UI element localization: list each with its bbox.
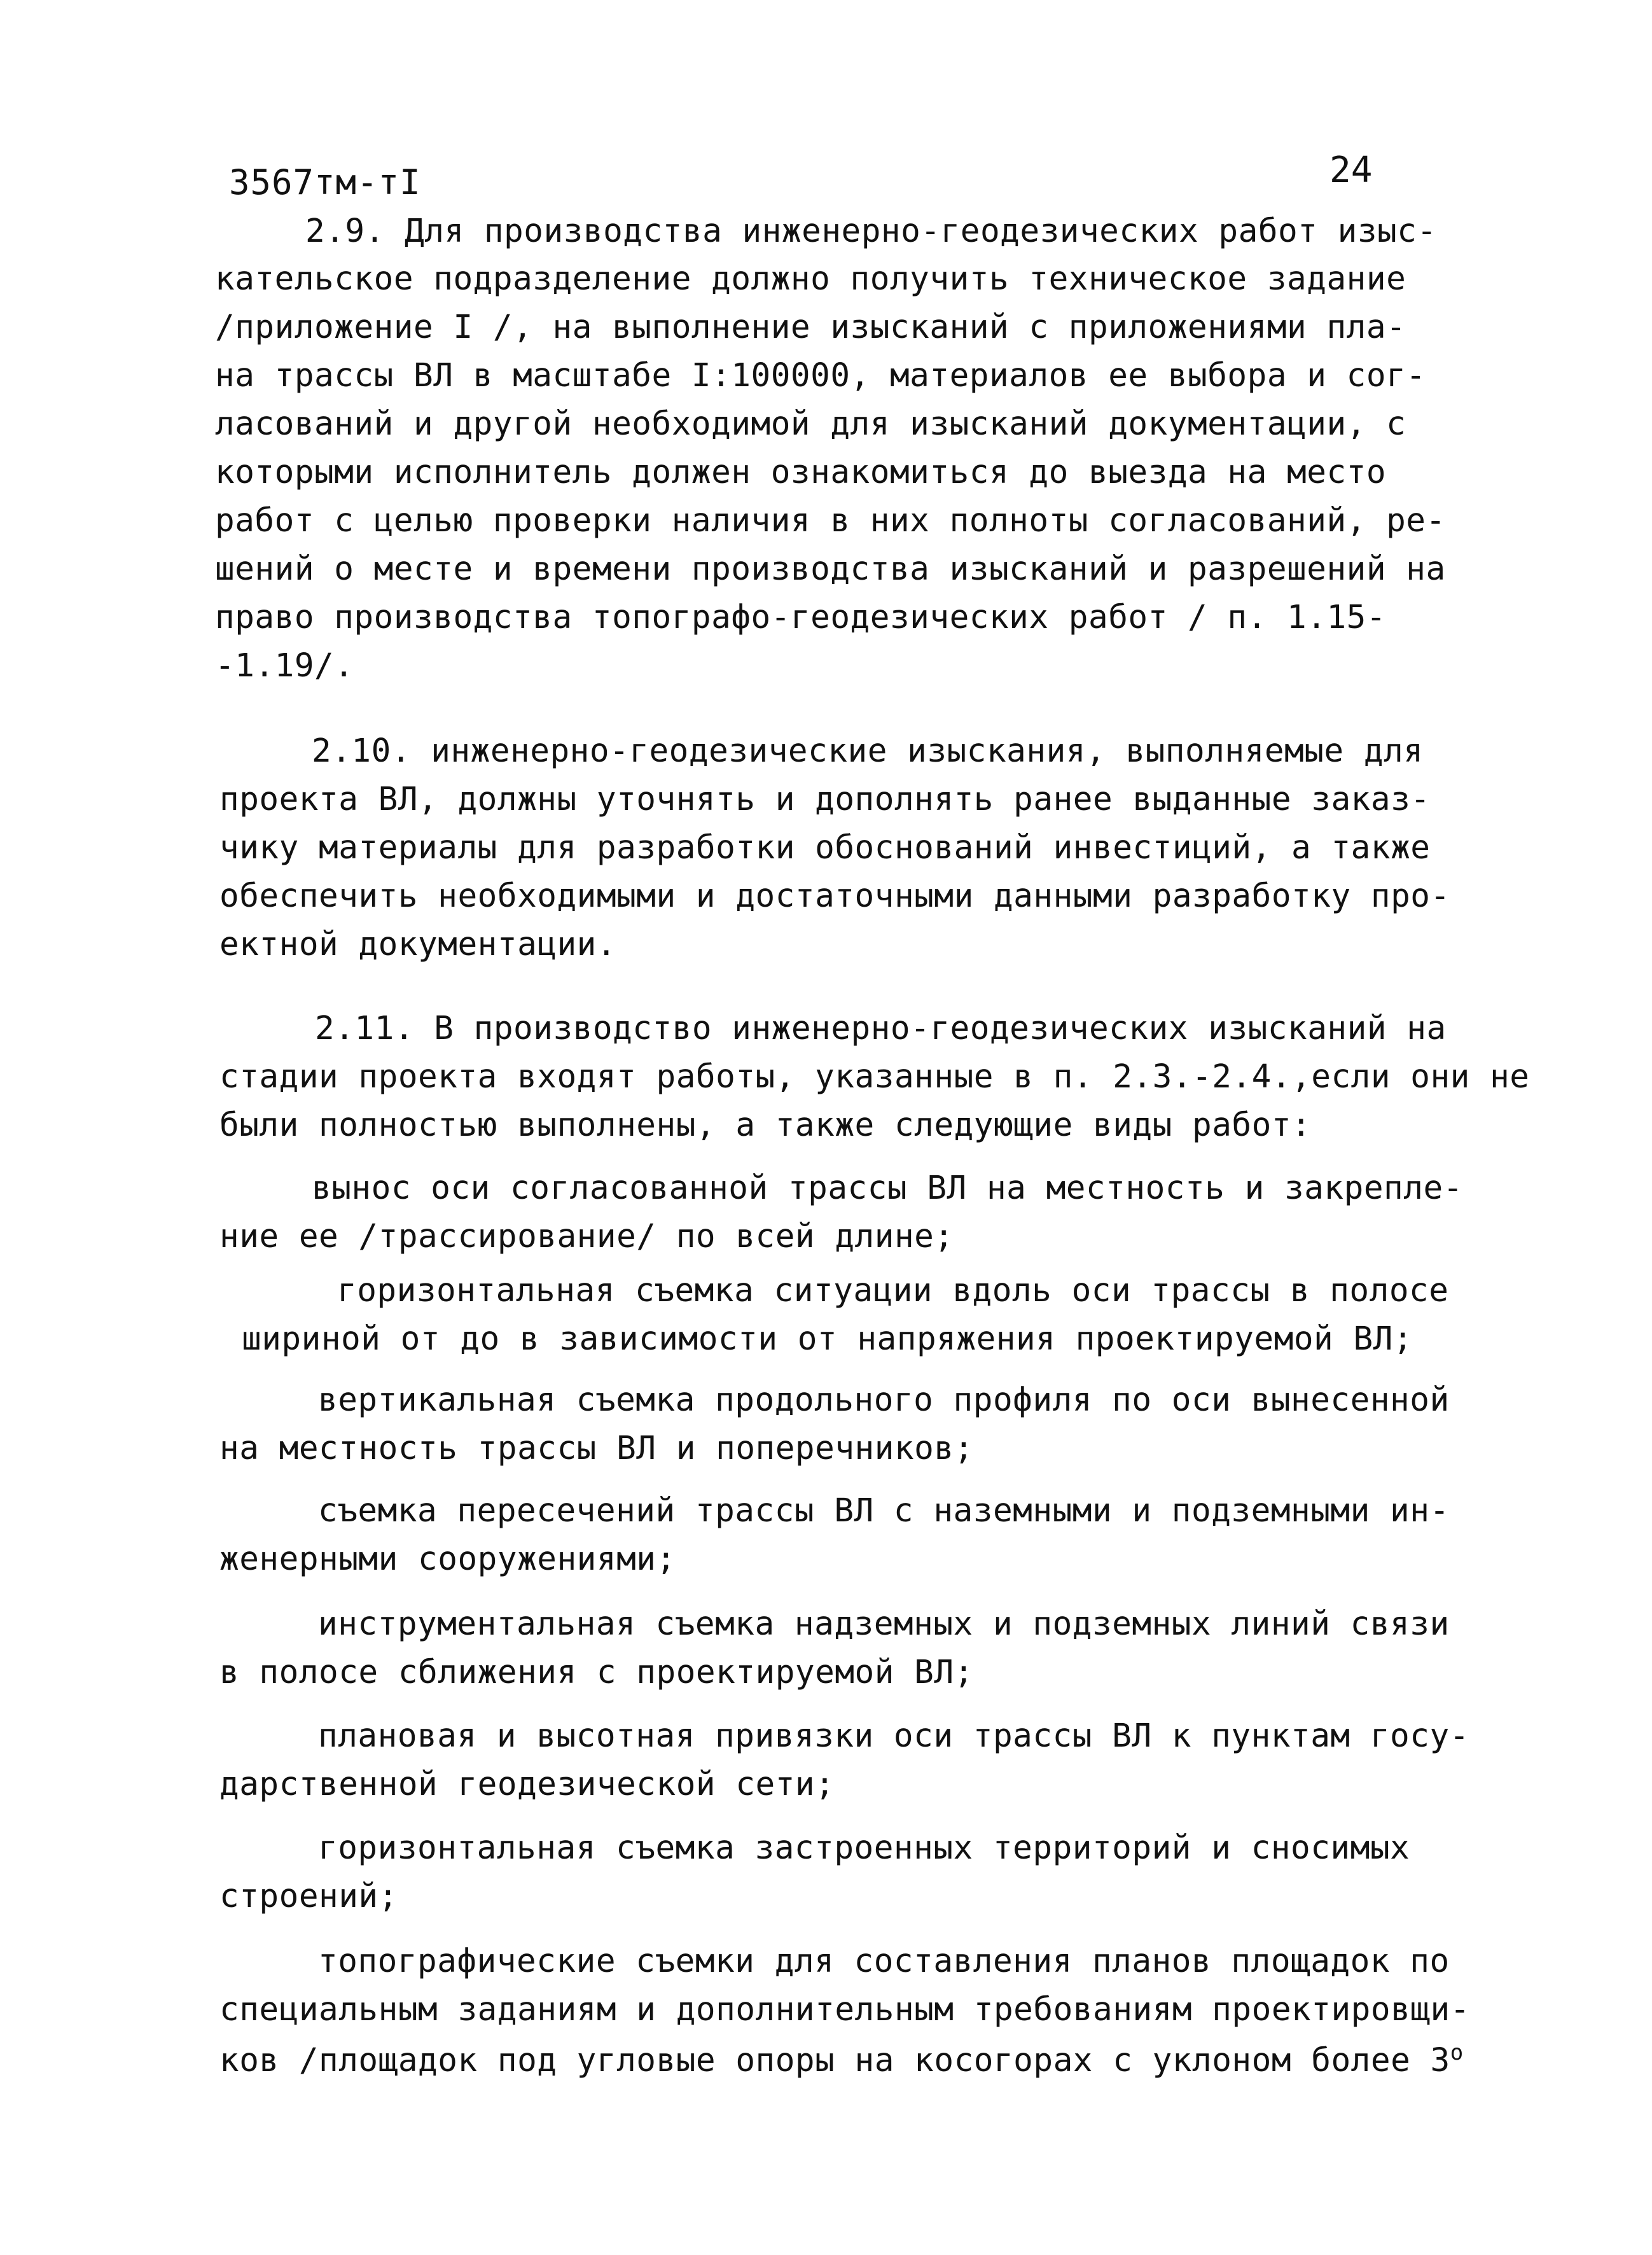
list-item-line: строений; — [219, 1878, 398, 1915]
list-item-line: вынос оси согласованной трассы ВЛ на местность и закрепле- — [312, 1169, 1463, 1207]
document-code: 3567тм-тI — [229, 162, 421, 202]
text-line: шений о месте и времени производства изысканий и разрешений на — [215, 550, 1446, 588]
list-item-line: горизонтальная съемка ситуации вдоль оси трассы в полосе — [337, 1272, 1449, 1309]
list-item-line: ние ее /трассирование/ по всей длине; — [219, 1218, 954, 1255]
text-line: -1.19/. — [215, 647, 354, 685]
text-line: право производства топографо-геодезических работ / п. 1.15- — [215, 599, 1387, 636]
text-line: /приложение I /, на выполнение изысканий с приложениями пла- — [215, 309, 1406, 346]
text-line: ласований и другой необходимой для изысканий документации, с — [215, 405, 1406, 443]
text-line: были полностью выполнены, а также следующие виды работ: — [219, 1107, 1312, 1144]
text-line: кательское подразделение должно получить техническое задание — [215, 260, 1406, 298]
list-item-line: горизонтальная съемка застроенных территорий и сносимых — [318, 1829, 1410, 1867]
text-line: 2.10. инженерно-геодезические изыскания, выполняемые для — [312, 732, 1424, 770]
text-line: ектной документации. — [219, 926, 617, 963]
text-line: проекта ВЛ, должны уточнять и дополнять ранее выданные заказ- — [219, 781, 1431, 818]
list-item-line — [219, 2042, 1464, 2077]
text-line: работ с целью проверки наличия в них полноты согласований, ре- — [215, 502, 1446, 540]
page-number: 24 — [1329, 150, 1373, 191]
list-item-line: шириной от до в зависимости от напряжения проектируемой ВЛ; — [242, 1320, 1413, 1358]
text-line: обеспечить необходимыми и достаточными данными разработку про- — [219, 877, 1450, 915]
list-item-line: съемка пересечений трассы ВЛ с наземными и подземными ин- — [318, 1492, 1450, 1530]
list-item-line: в полосе сближения с проектируемой ВЛ; — [219, 1654, 974, 1691]
text-line: 2.9. Для производства инженерно-геодезических работ изыс- — [305, 213, 1437, 250]
list-item-line: на местность трассы ВЛ и поперечников; — [219, 1430, 974, 1467]
list-item-line: специальным заданиям и дополнительным требованиям проектировщи- — [219, 1991, 1470, 2028]
list-item-line: топографические съемки для составления планов площадок по — [318, 1943, 1450, 1980]
list-item-text: ков /площадок под угловые опоры на косогорах с уклоном более 3 — [219, 2042, 1450, 2079]
list-item-line: инструментальная съемка надземных и подземных линий связи — [318, 1605, 1450, 1643]
text-line: чику материалы для разработки обоснований инвестиций, а также — [219, 829, 1431, 867]
text-line: которыми исполнитель должен ознакомиться до выезда на место — [215, 454, 1387, 491]
text-line: на трассы ВЛ в масштабе I:100000, материалов ее выбора и сог- — [215, 357, 1426, 394]
list-item-line: вертикальная съемка продольного профиля по оси вынесенной — [318, 1381, 1450, 1419]
text-line: стадии проекта входят работы, указанные в п. 2.3.-2.4.,если они не — [219, 1058, 1530, 1096]
degree-mark: о — [1450, 2040, 1464, 2065]
text-line: 2.11. В производство инженерно-геодезических изысканий на — [315, 1010, 1447, 1047]
list-item-line: женерными сооружениями; — [219, 1540, 676, 1578]
list-item-line: плановая и высотная привязки оси трассы ВЛ к пунктам госу- — [318, 1717, 1469, 1755]
list-item-line: дарственной геодезической сети; — [219, 1766, 835, 1803]
